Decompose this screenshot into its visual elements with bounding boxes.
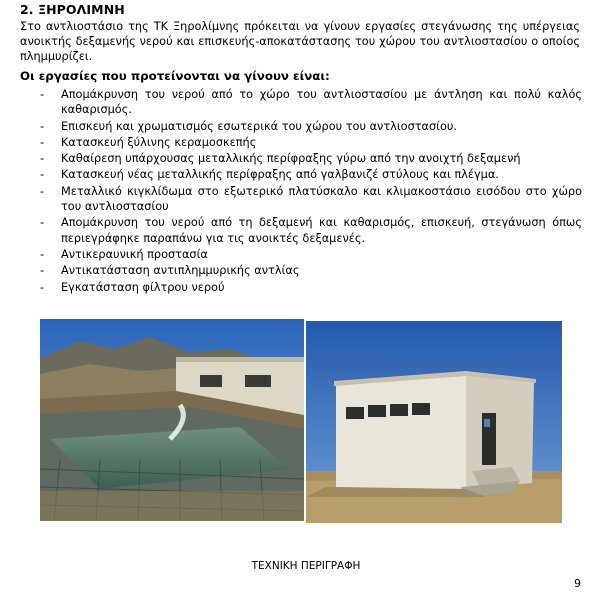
pump-station-photo [306, 321, 562, 523]
dash-bullet: - [40, 119, 45, 133]
works-list [40, 87, 582, 296]
list-item: - Κατασκευή ξύλινης κεραμοσκεπής [40, 135, 257, 149]
list-item: - Απομάκρυνση του νερού από τη δεξαμενή και καθαρισμός, επισκευή, στεγάνωση όπως περιεγράφηκε παραπάνω για τις ανοικτές δεξαμενές. [40, 216, 582, 245]
list-item: - Αντικατάσταση αντιπλημμυρικής αντλίας [40, 264, 300, 278]
dash-bullet: - [40, 264, 45, 278]
works-heading: Οι εργασίες που προτείνονται να γίνουν είναι: [20, 69, 330, 83]
footer-title: ΤΕΧΝΙΚΗ ΠΕΡΙΓΡΑΦΗ [251, 560, 361, 572]
list-item: - Μεταλλικό κιγκλίδωμα στο εξωτερικό πλατύσκαλο και κλιμακοστάσιο εισόδου στο χώρο του αντλιοστασίου [40, 184, 582, 214]
page-number: 9 [574, 577, 581, 590]
list-item: - Εγκατάσταση φίλτρου νερού [40, 280, 225, 294]
dash-bullet: - [40, 135, 45, 149]
dash-bullet: - [40, 184, 45, 198]
reservoir-photo [40, 319, 304, 521]
dash-bullet: - [40, 88, 45, 101]
list-item: - Αντικεραυνική προστασία [40, 247, 208, 261]
list-item: - Κατασκευή νέας μεταλλικής περίφραξης από γαλβανιζέ στύλους και πλέγμα. [40, 168, 499, 182]
dash-bullet: - [40, 216, 45, 230]
list-item: - Απομάκρυνση του νερού από το χώρο του αντλιοστασίου με άντληση και πολύ καλός καθαρισμός. [40, 88, 582, 117]
dash-bullet: - [40, 247, 45, 261]
list-item: - Επισκευή και χρωματισμός εσωτερικά του χώρου του αντλιοστασίου. [40, 119, 457, 133]
list-item: - Καθαίρεση υπάρχουσας μεταλλικής περίφραξης γύρω από την ανοιχτή δεξαμενή [40, 152, 521, 166]
section-heading: 2. ΞΗΡΟΛΙΜΝΗ [20, 2, 125, 17]
dash-bullet: - [40, 168, 45, 182]
dash-bullet: - [40, 280, 45, 294]
dash-bullet: - [40, 152, 45, 166]
intro-paragraph: Στο αντλιοστάσιο της ΤΚ Ξηρολίμνης πρόκειται να γίνουν εργασίες στεγάνωσης της υπέργειας ανοικτής δεξαμενής νερού και επισκευής-αποκατάστασης του χώρου του αντλιοστασίου ο οποίος πλημμυρίζει. [20, 20, 580, 63]
